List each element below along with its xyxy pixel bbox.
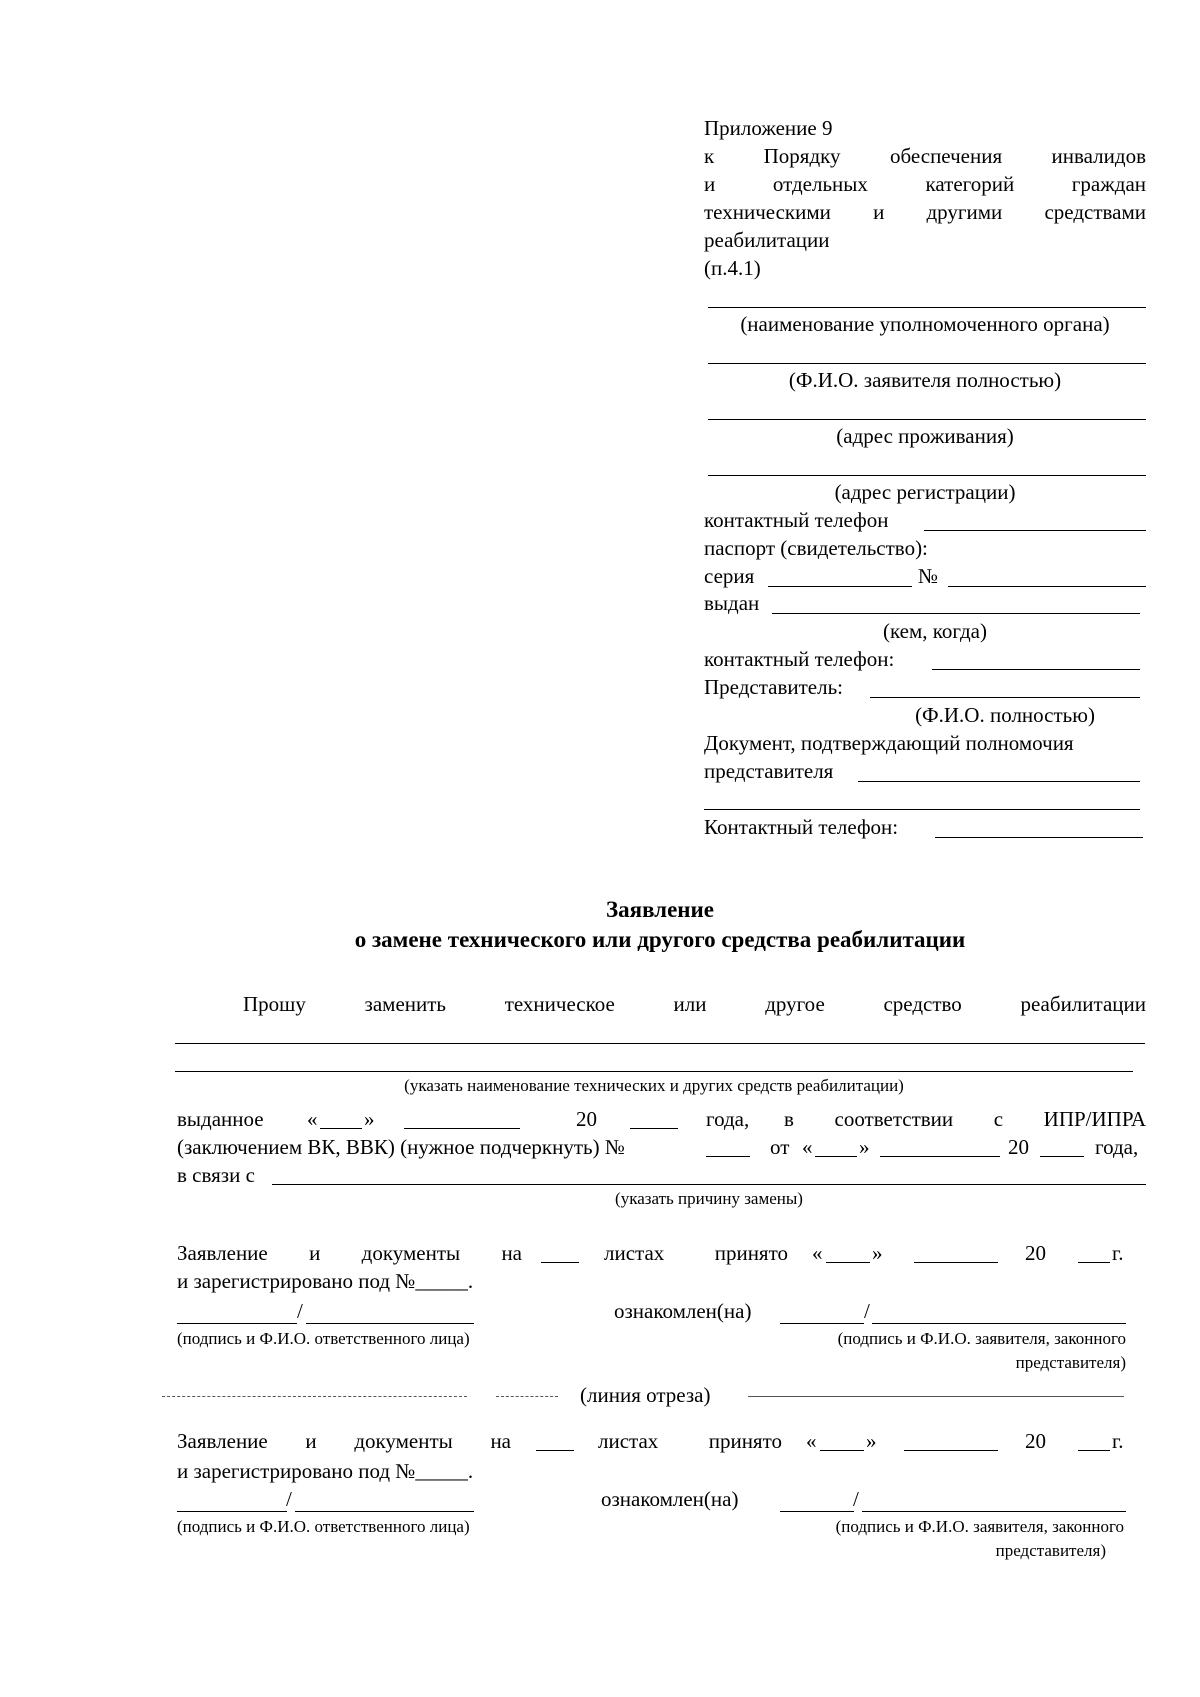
sheets-count-field[interactable] — [536, 1450, 574, 1451]
year-word: года, — [706, 1107, 750, 1131]
applicant-caption-2: представителя) — [1015, 1353, 1126, 1372]
open-quote: « — [802, 1135, 813, 1159]
year-prefix: 20 — [1025, 1429, 1046, 1453]
appendix-title: Приложение 9 — [704, 116, 833, 140]
authority-document-field-2[interactable] — [704, 809, 1140, 810]
authority-document-field[interactable] — [858, 781, 1140, 782]
appendix-line: к Порядку обеспечения инвалидов — [704, 144, 1146, 168]
applicant-caption-2: представителя) — [995, 1541, 1106, 1560]
due-to-label: в связи с — [177, 1163, 255, 1187]
slash: / — [286, 1487, 292, 1511]
document-title: Заявление — [605, 897, 715, 922]
year-suffix: г. — [1112, 1429, 1124, 1453]
sheets-count-field[interactable] — [541, 1262, 579, 1263]
accepted-year-field[interactable] — [1078, 1262, 1110, 1263]
close-quote: » — [872, 1241, 883, 1265]
contact-phone-field[interactable] — [924, 530, 1146, 531]
aid-name-caption: (указать наименование технических и других средств реабилитации) — [404, 1076, 904, 1095]
appendix-ref: (п.4.1) — [704, 256, 761, 280]
applicant-caption: (подпись и Ф.И.О. заявителя, законного — [835, 1517, 1124, 1536]
cut-line-dashes — [748, 1396, 1124, 1397]
cut-line-dashes — [162, 1396, 467, 1397]
contact-phone2-label: контактный телефон: — [704, 647, 895, 671]
open-quote: « — [812, 1241, 823, 1265]
applicant-signature-field[interactable] — [780, 1323, 864, 1324]
issued-label: выдан — [704, 591, 760, 615]
cut-line-label: (линия отреза) — [580, 1383, 711, 1407]
conclusion-day-field[interactable] — [815, 1156, 857, 1157]
conclusion-year-field[interactable] — [1040, 1156, 1084, 1157]
accepted-month-field[interactable] — [914, 1262, 998, 1263]
open-quote: « — [806, 1429, 817, 1453]
issued-caption: (кем, когда) — [883, 619, 987, 643]
sheets-accepted: листах принято — [598, 1429, 782, 1453]
responsible-signature-field[interactable] — [177, 1511, 287, 1512]
number-label: № — [918, 564, 939, 588]
number-field[interactable] — [948, 586, 1146, 587]
aid-name-field[interactable] — [175, 1043, 1145, 1044]
document-subtitle: о замене технического или другого средства реабилитации — [354, 927, 966, 952]
applicant-name-field[interactable] — [872, 1323, 1126, 1324]
close-quote: » — [866, 1429, 877, 1453]
applicant-name-field[interactable] — [862, 1511, 1126, 1512]
accordance-text: в соответствии с ИПР/ИПРА — [784, 1107, 1146, 1131]
series-label: серия — [704, 564, 755, 588]
residence-field[interactable] — [708, 419, 1146, 420]
responsible-name-field[interactable] — [295, 1511, 474, 1512]
receipt-statement: Заявление и документы на — [177, 1429, 511, 1453]
responsible-name-field[interactable] — [306, 1323, 474, 1324]
year-word: года, — [1095, 1135, 1139, 1159]
registration-caption: (адрес регистрации) — [834, 480, 1016, 504]
applicant-caption: (подпись и Ф.И.О. заявителя, законного — [837, 1329, 1126, 1348]
responsible-caption: (подпись и Ф.И.О. ответственного лица) — [177, 1329, 470, 1348]
representative-caption: (Ф.И.О. полностью) — [915, 703, 1095, 727]
issued-year-field[interactable] — [630, 1128, 678, 1129]
aid-name-field-2[interactable] — [175, 1071, 1133, 1072]
accepted-day-field[interactable] — [820, 1450, 864, 1451]
appendix-line: и отдельных категорий граждан — [704, 172, 1146, 196]
accepted-month-field[interactable] — [904, 1450, 998, 1451]
year-prefix: 20 — [1025, 1241, 1046, 1265]
from-word: от — [770, 1135, 790, 1159]
receipt-statement: Заявление и документы на — [177, 1241, 522, 1265]
authority-document-label: Документ, подтверждающий полномочия — [704, 731, 1074, 755]
residence-caption: (адрес проживания) — [836, 424, 1014, 448]
request-line: Прошу заменить техническое или другое средство реабилитации — [243, 992, 1146, 1016]
applicant-fio-field[interactable] — [708, 363, 1146, 364]
issued-field[interactable] — [772, 613, 1140, 614]
issued-word: выданное — [177, 1107, 264, 1131]
open-quote: « — [307, 1107, 318, 1131]
issued-day-field[interactable] — [320, 1128, 362, 1129]
contact-phone3-label: Контактный телефон: — [704, 815, 899, 839]
familiarized-label: ознакомлен(на) — [614, 1299, 752, 1323]
contact-phone2-field[interactable] — [932, 669, 1140, 670]
passport-label: паспорт (свидетельство): — [704, 536, 928, 560]
registration-field[interactable] — [708, 475, 1146, 476]
close-quote: » — [364, 1107, 375, 1131]
accepted-year-field[interactable] — [1078, 1450, 1110, 1451]
organ-field[interactable] — [708, 307, 1146, 308]
slash: / — [297, 1299, 303, 1323]
responsible-caption: (подпись и Ф.И.О. ответственного лица) — [177, 1517, 470, 1536]
year-prefix: 20 — [1008, 1135, 1029, 1159]
year-prefix: 20 — [576, 1107, 597, 1131]
authority-document-label-2: представителя — [704, 759, 834, 783]
slash: / — [853, 1487, 859, 1511]
contact-phone3-field[interactable] — [935, 837, 1143, 838]
series-field[interactable] — [768, 586, 912, 587]
reason-caption: (указать причину замены) — [615, 1189, 803, 1208]
familiarized-label: ознакомлен(на) — [601, 1487, 739, 1511]
issued-month-field[interactable] — [404, 1128, 520, 1129]
reason-field[interactable] — [272, 1184, 1146, 1185]
registered-under: и зарегистрировано под №_____. — [177, 1269, 474, 1293]
slash: / — [864, 1299, 870, 1323]
applicant-fio-caption: (Ф.И.О. заявителя полностью) — [788, 368, 1062, 392]
responsible-signature-field[interactable] — [177, 1323, 297, 1324]
applicant-signature-field[interactable] — [780, 1511, 854, 1512]
appendix-line: реабилитации — [704, 228, 830, 252]
close-quote: » — [859, 1135, 870, 1159]
conclusion-text: (заключением ВК, ВВК) (нужное подчеркнуть) № — [177, 1135, 625, 1159]
representative-label: Представитель: — [704, 675, 844, 699]
accepted-day-field[interactable] — [826, 1262, 870, 1263]
conclusion-month-field[interactable] — [880, 1156, 1000, 1157]
year-suffix: г. — [1112, 1241, 1124, 1265]
appendix-line: техническими и другими средствами — [704, 200, 1146, 224]
sheets-accepted: листах принято — [604, 1241, 788, 1265]
cut-line-dashes — [496, 1396, 558, 1397]
representative-field[interactable] — [870, 697, 1140, 698]
conclusion-number-field[interactable] — [706, 1156, 750, 1157]
registered-under: и зарегистрировано под №_____. — [177, 1459, 474, 1483]
organ-caption: (наименование уполномоченного органа) — [740, 312, 1110, 336]
contact-phone-label: контактный телефон — [704, 508, 889, 532]
